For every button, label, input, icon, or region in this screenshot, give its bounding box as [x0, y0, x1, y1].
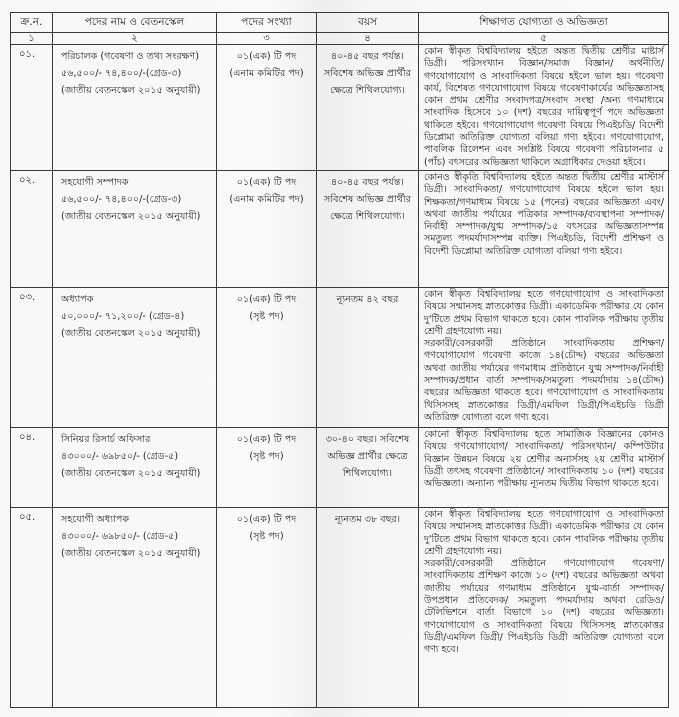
- post-count: ০১(এক) টি পদ: [236, 433, 297, 445]
- column-number: ৫: [419, 33, 669, 45]
- post-cell: [53, 287, 217, 427]
- header-row: [11, 13, 669, 33]
- qualification-cell: [419, 287, 669, 427]
- pay-scale: ৫৬,৫০০/- ৭৪,৪০০/-(গ্রেড-৩): [61, 193, 182, 205]
- qualification-text: সরকারী/বেসরকারী প্রতিষ্ঠানে সাংবাদিকতায় প্রশিক্ষণ/ গণযোগাযোগ গবেষণা কাজে ১৪(চৌদ্দ) বছরের অভিজ্ঞতা অথবা জাতীয় পর্যায়ের গণমাধ্যম প্রতিষ্ঠানে যুগ্ম সম্পাদক/নির্বাহী সম্পাদক/প্রধান বার্তা সম্পাদক/সমতুল্য পদমর্যাদায় ১৪(চৌদ্দ) বছরের অভিজ্ঞতা থাকতে হবে। গণযোগাযোগ ও সাংবাদিকতায় থিসিসসহ স্নাতকোত্তর ডিগ্রী/এমফিল ডিগ্রী/পিএইচডি ডিগ্রী অতিরিক্ত যোগ্যতা বলে গণ্য হবে।: [424, 338, 664, 423]
- post-cell: [53, 507, 217, 707]
- column-number: ৪: [317, 33, 419, 45]
- count-cell: [217, 427, 317, 507]
- post-cell: [53, 170, 217, 287]
- post-count-note: (এনাম কমিটির পদ): [229, 68, 304, 79]
- age-limit: ন্যূনতম ৪২ বছর: [317, 287, 419, 427]
- scale-note: (জাতীয় বেতনস্কেল ২০১৫ অনুযায়ী): [61, 85, 201, 96]
- qualification-cell: [419, 170, 669, 287]
- qualification-cell: [419, 427, 669, 507]
- post-count: ০১(এক) টি পদ: [236, 513, 297, 525]
- pay-scale: ৪৩০০০/- ৬৯৮৫০/- (গ্রেড-৫): [61, 530, 179, 542]
- scale-note: (জাতীয় বেতনস্কেল ২০১৫ অনুযায়ী): [61, 327, 201, 339]
- column-number: ৩: [217, 33, 317, 45]
- post-cell: [53, 427, 217, 507]
- header-age: বয়স: [317, 13, 419, 33]
- qualification-cell: [419, 507, 669, 707]
- post-count: ০১(এক) টি পদ: [236, 293, 297, 305]
- count-cell: [217, 45, 317, 171]
- post-count-note: (সৃষ্ট পদ): [249, 310, 284, 322]
- age-limit: ৪০-৪৫ বছর পর্যন্ত। সবিশেষ অভিজ্ঞ প্রার্থীর ক্ষেত্রে শিথিলযোগ্য।: [317, 170, 419, 287]
- age-limit: ৩০-৪০ বছর। সবিশেষ অভিজ্ঞ প্রার্থীর ক্ষেত্রে শিথিলযোগ্য।: [317, 427, 419, 507]
- post-count: ০১(এক) টি পদ: [236, 176, 297, 188]
- table-row: [11, 45, 669, 171]
- table-row: [11, 507, 669, 707]
- scale-note: (জাতীয় বেতনস্কেল ২০১৫ অনুযায়ী): [61, 210, 201, 222]
- column-number: ১: [11, 33, 53, 45]
- post-count-note: (এনাম কমিটির পদ): [229, 193, 304, 205]
- serial-number: ০৩.: [11, 287, 53, 427]
- count-cell: [217, 507, 317, 707]
- qualification-text: কোনো স্বীকৃত বিশ্ববিদ্যালয় হতে সামাজিক বিজ্ঞানের কোনও বিষয়ে গণযোগাযোগ/ সাংবাদিকতা/ পরিসংখ্যান/ কম্পিউটার বিজ্ঞান উন্নয়ন বিষয়ে ২য় শ্রেণীর অনার্সসহ ২য় শ্রেণীর মাস্টার্স ডিগ্রী তৎসহ গবেষণা প্রতিষ্ঠানে/ সাংবাদিকতায় ১০ (দশ) বছরের অভিজ্ঞতা। অন্যান্য পরীক্ষায় ন্যূনতম দ্বিতীয় বিভাগ থাকতে হবে।: [424, 428, 664, 490]
- age-limit: ৪০-৪৫ বছর পর্যন্ত। সবিশেষ অভিজ্ঞ প্রার্থীর ক্ষেত্রে শিথিলযোগ্য।: [317, 45, 419, 171]
- serial-number: ০৪.: [11, 427, 53, 507]
- post-count-note: (সৃষ্ট পদ): [249, 450, 284, 462]
- age-limit: ন্যূনতম ৩৮ বছর।: [317, 507, 419, 707]
- qualification-text: কোন স্বীকৃত বিশ্ববিদ্যালয় হতে গণযোগাযোগ ও সাংবাদিকতা বিষয়ে সম্মানসহ স্নাতকোত্তর ডিগ্রী। একাডেমিক পরীক্ষার যে কোন দু'টিতে প্রথম বিভাগ থাকতে হবে। কোন পাবলিক পরীক্ষায় তৃতীয় শ্রেণী গ্রহণযোগ্য নয়।: [424, 288, 664, 337]
- serial-number: ০২.: [11, 170, 53, 287]
- header-qualification: শিক্ষাগত যোগ্যতা ও অভিজ্ঞতা: [419, 13, 669, 33]
- qualification-cell: [419, 45, 669, 171]
- count-cell: [217, 170, 317, 287]
- table-row: [11, 427, 669, 507]
- scale-note: (জাতীয় বেতনস্কেল ২০১৫ অনুযায়ী): [61, 547, 201, 559]
- header-serial: ক্র.ন.: [11, 13, 53, 33]
- qualification-text: কোন স্বীকৃত বিশ্ববিদ্যালয় হইতে অন্তত দ্বিতীয় শ্রেণীর মাষ্টার্স ডিগ্রী। পরিসংখ্যান বিজ্ঞান/সমাজ বিজ্ঞান/ অর্থনীতি/ গণযোগাযোগ ও সাংবাদিকতা বিষয়ে হইলে ভাল হয়। গবেষণা কার্য, বিশেষত গণযোগাযোগ বিষয়ে গবেষণাকার্যের অভিজ্ঞতাসহ কোন প্রথম শ্রেণীর সংবাদপত্র/সংবাদ সংস্থা /অন্য গণমাধ্যমে সাংবাদিক হিসেবে ১০ (দশ) বছরের দায়িত্বপূর্ণ পদে অভিজ্ঞতা থাকিতে হইবে। গণযোগাযোগ গবেষণা বিষয়ে পিএইচডি/ বিদেশী ডিপ্লোমা অতিরিক্ত যোগ্যতা বলিয়া গণ্য হইবে। গণযোগাযোগ, পাবলিক রিলেশন এবং সংশ্লিষ্ট বিষয়ে গবেষণা পরিচালনার ৫ (পাঁচ) বৎসরের অভিজ্ঞতা থাকিলে অগ্রাধিকার দেওয়া হইবে।: [424, 46, 664, 168]
- post-name: অধ্যাপক: [61, 293, 94, 305]
- count-cell: [217, 287, 317, 427]
- qualification-text: কোনও স্বীকৃতি বিশ্ববিদ্যালয় হইতে অন্তত দ্বিতীয় শ্রেণীর মাস্টার্স ডিগ্রী। সাংবাদিকতা/ গণযোগাযোগ বিষয়ে হইলে ভাল হয়। শিক্ষকতা/গণমাধ্যম বিষয়ে ১৫ (পনের) বছরের অভিজ্ঞতা এবং/অথবা জাতীয় পর্যায়ের পত্রিকার সম্পাদক/ব্যবস্থাপনা সম্পাদক/নির্বাহী সম্পাদক/যুগ্ম সম্পাদক/১৫ বৎসরের অভিজ্ঞতাসম্পন্ন সমতুল্য পদমর্যাদাসম্পন্ন ব্যক্তি। পিএইচডি, বিদেশী প্রশিক্ষণ ও বিদেশী ডিপ্লোমা অতিরিক্ত যোগ্যতা বলিয়া গণ্য হইবে।: [424, 171, 664, 257]
- post-name: সহযোগী সম্পাদক: [61, 176, 129, 188]
- pay-scale: ৫০,০০০/- ৭১,২০০/- (গ্রেড-৪): [61, 310, 185, 322]
- column-number-row: [11, 33, 669, 45]
- header-post-name: পদের নাম ও বেতনস্কেল: [53, 13, 217, 33]
- recruitment-table: [10, 12, 669, 708]
- qualification-text: সরকারী/বেসরকারী প্রতিষ্ঠানে গণযোগাযোগ গবেষণা/ সাংবাদিকতায় প্রশিক্ষণ কাজে ১০ (দশ) বছরের অভিজ্ঞতা অথবা জাতীয় পর্যায়ের গণমাধ্যম প্রতিষ্ঠানে যুগ্ম-বার্তা সম্পাদক/ উপপ্রধান প্রতিবেদক/ সমতুল্য পদমর্যাদায় অথবা রেডিও/ টেলিভিশনে বার্তা বিভাগে ১০ (দশ) বছরের অভিজ্ঞতা। গণযোগাযোগ ও সাংবাদিকতা বিষয়ে থিসিসসহ স্নাতকোত্তর ডিগ্রী/এমফিল ডিগ্রী/ পিএইচডি ডিগ্রী অতিরিক্ত যোগ্যতা বলে গণ্য হবে।: [424, 558, 664, 656]
- header-post-count: পদের সংখ্যা: [217, 13, 317, 33]
- post-count-note: (সৃষ্ট পদ): [249, 530, 284, 542]
- pay-scale: ৫৬,৫০০/- ৭৪,৪০০/-(গ্রেড-৩): [61, 68, 182, 79]
- post-name: পরিচালক (গবেষণা ও তথ্য সংরক্ষণ): [61, 51, 199, 62]
- table-row: [11, 170, 669, 287]
- post-name: সহযোগী অধ্যাপক: [61, 513, 130, 525]
- pay-scale: ৪৩০০০/- ৬৯৮৫০/- (গ্রেড-৫): [61, 450, 179, 462]
- post-cell: [53, 45, 217, 171]
- qualification-text: কোন স্বীকৃত বিশ্ববিদ্যালয় হতে গণযোগাযোগ ও সাংবাদিকতা বিষয়ে সম্মানসহ স্নাতকোত্তর ডিগ্রী। একাডেমিক পরীক্ষার যে কোন দু'টিতে প্রথম বিভাগ থাকতে হবে। কোন পাবলিক পরীক্ষায় তৃতীয় শ্রেণী গ্রহণযোগ্য নয়।: [424, 508, 664, 557]
- serial-number: ০৫.: [11, 507, 53, 707]
- scale-note: (জাতীয় বেতনস্কেল ২০১৫ অনুযায়ী): [61, 467, 201, 479]
- table-row: [11, 287, 669, 427]
- column-number: ২: [53, 33, 217, 45]
- serial-number: ০১.: [11, 45, 53, 171]
- post-name: সিনিয়র রিসার্চ অফিসার: [61, 433, 151, 445]
- post-count: ০১(এক) টি পদ: [236, 51, 297, 62]
